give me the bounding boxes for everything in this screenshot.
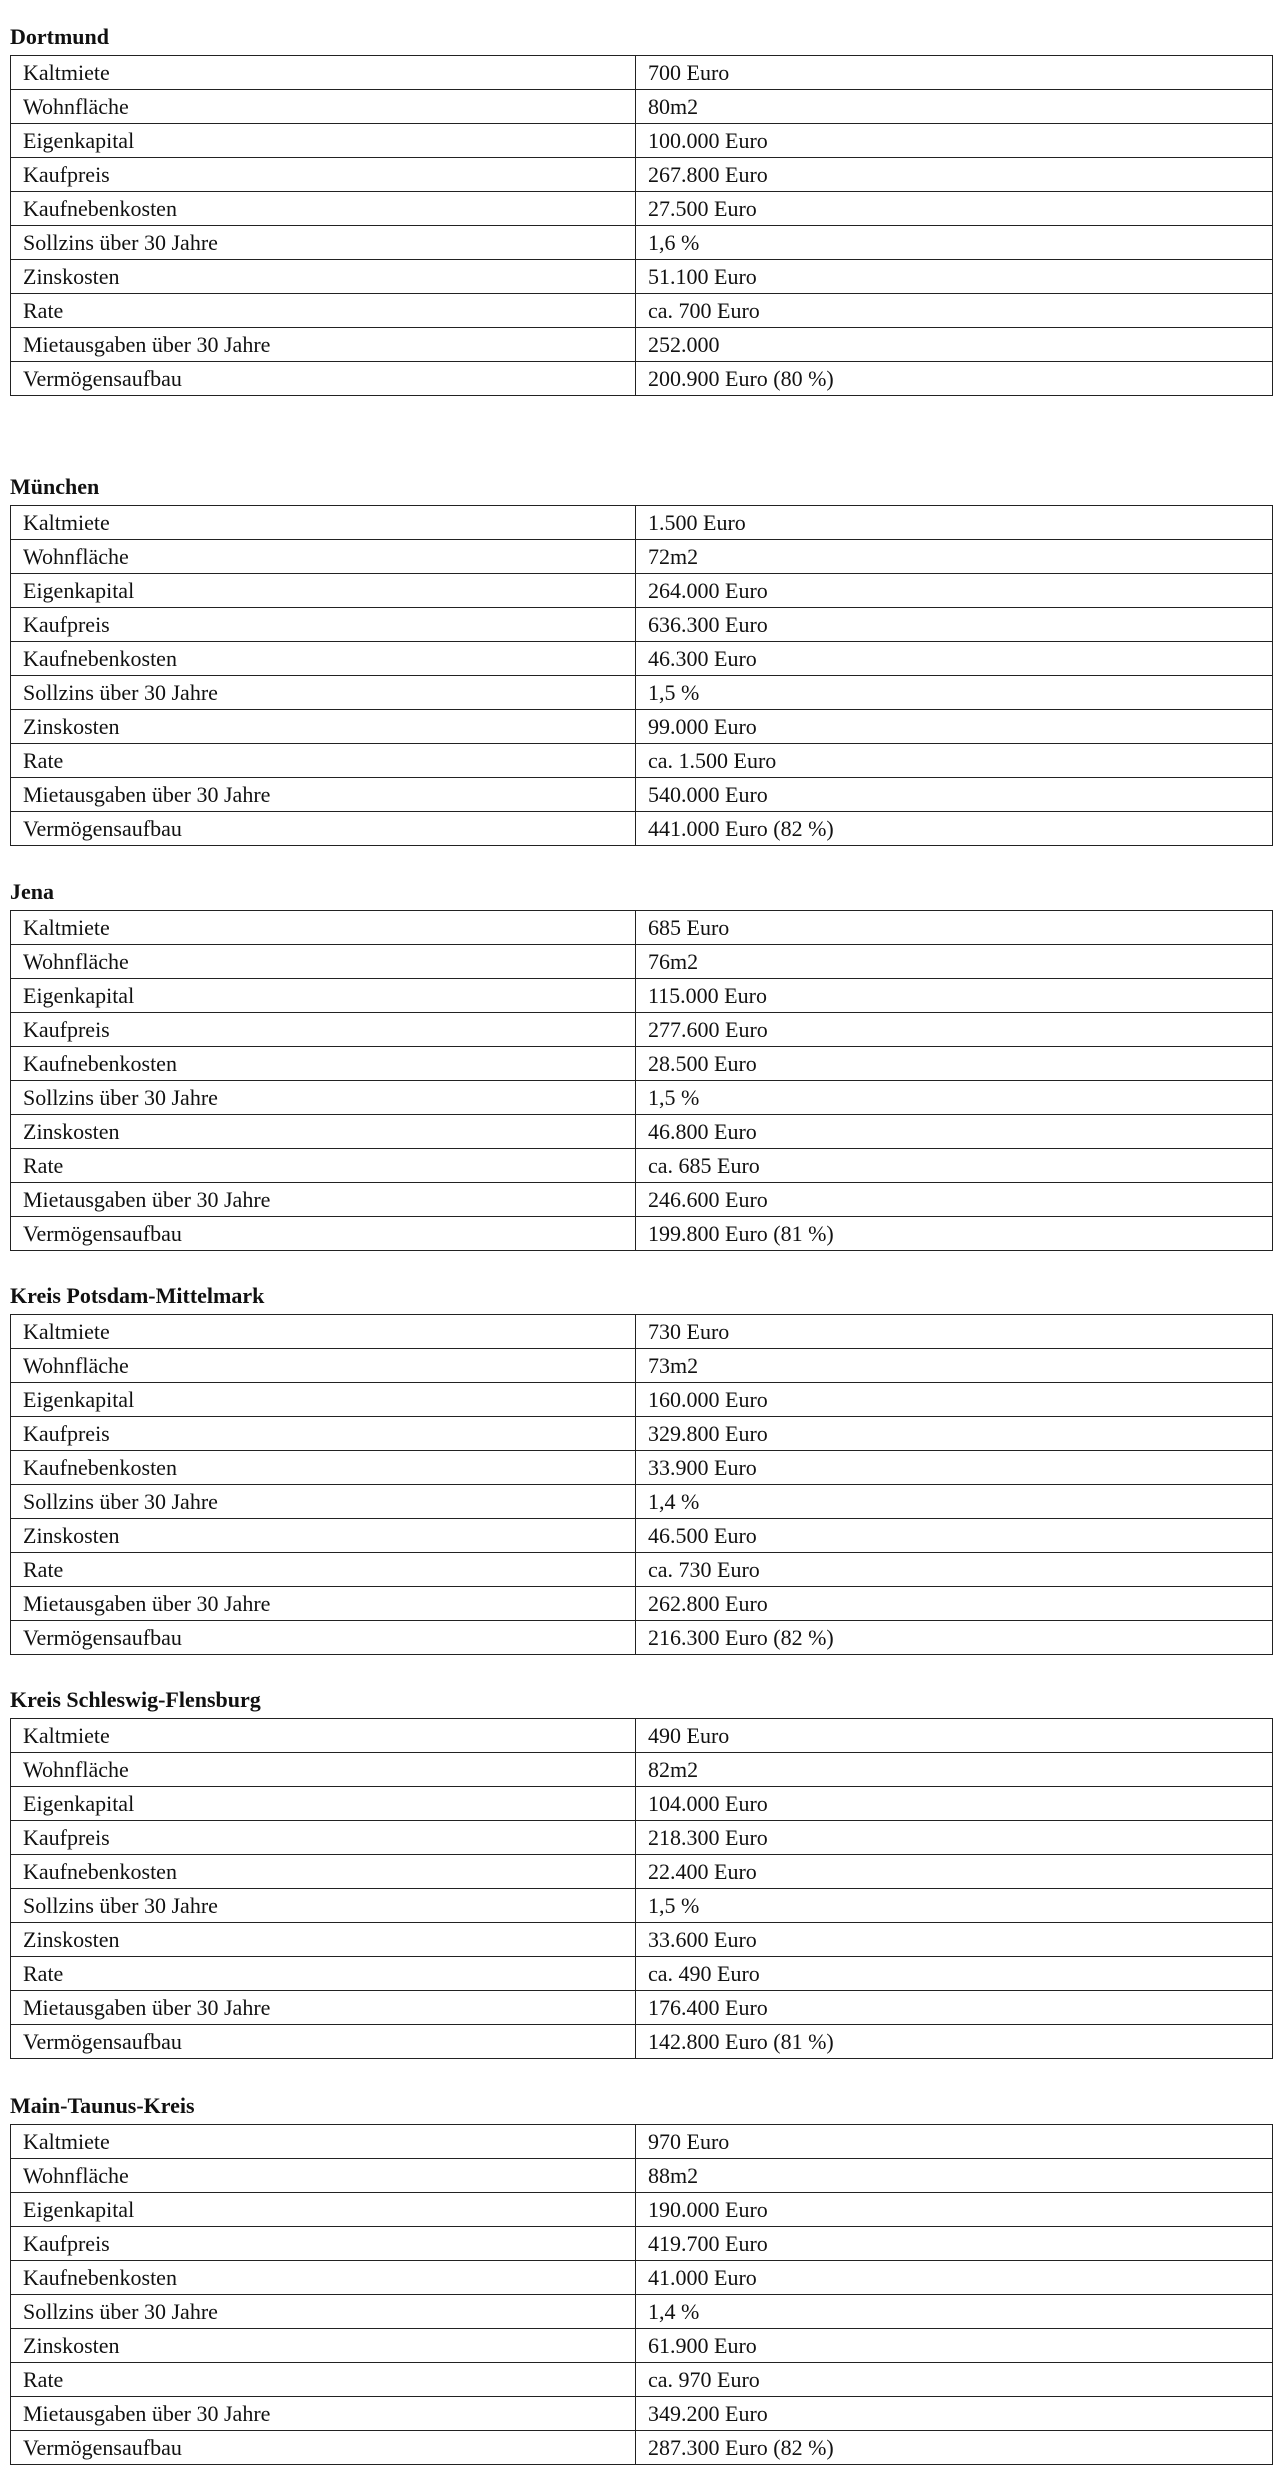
row-value: 190.000 Euro [636,2193,1273,2227]
row-label: Vermögensaufbau [11,812,636,846]
table-row [11,226,1273,260]
row-label: Rate [11,1553,636,1587]
row-label: Wohnfläche [11,1753,636,1787]
row-label: Vermögensaufbau [11,1621,636,1655]
row-value: 1,4 % [636,1485,1273,1519]
table-row [11,260,1273,294]
table-row [11,979,1273,1013]
row-label: Rate [11,294,636,328]
row-value: 199.800 Euro (81 %) [636,1217,1273,1251]
row-label: Kaufpreis [11,1417,636,1451]
row-value: 267.800 Euro [636,158,1273,192]
city-data-table [10,505,1273,846]
row-label: Rate [11,1149,636,1183]
row-value: 419.700 Euro [636,2227,1273,2261]
row-value: 200.900 Euro (80 %) [636,362,1273,396]
row-value: 216.300 Euro (82 %) [636,1621,1273,1655]
table-row [11,1991,1273,2025]
table-row [11,1383,1273,1417]
table-row [11,2125,1273,2159]
row-label: Wohnfläche [11,2159,636,2193]
row-label: Rate [11,744,636,778]
row-label: Mietausgaben über 30 Jahre [11,2397,636,2431]
table-row [11,710,1273,744]
table-row [11,608,1273,642]
row-value: 46.500 Euro [636,1519,1273,1553]
table-row [11,1183,1273,1217]
table-row [11,1587,1273,1621]
row-value: 1,5 % [636,676,1273,710]
table-row [11,676,1273,710]
row-label: Zinskosten [11,1519,636,1553]
row-label: Kaufpreis [11,1013,636,1047]
row-value: 277.600 Euro [636,1013,1273,1047]
table-row [11,1957,1273,1991]
row-value: 76m2 [636,945,1273,979]
row-label: Wohnfläche [11,90,636,124]
table-row [11,90,1273,124]
row-value: 262.800 Euro [636,1587,1273,1621]
row-label: Eigenkapital [11,1787,636,1821]
row-label: Kaufpreis [11,2227,636,2261]
row-label: Kaufnebenkosten [11,1855,636,1889]
row-value: 970 Euro [636,2125,1273,2159]
city-data-table [10,1314,1273,1655]
table-row [11,1081,1273,1115]
row-label: Mietausgaben über 30 Jahre [11,328,636,362]
city-data-table [10,2124,1273,2465]
row-value: 1,5 % [636,1889,1273,1923]
table-row [11,1451,1273,1485]
row-value: 82m2 [636,1753,1273,1787]
table-row [11,1349,1273,1383]
table-row [11,1719,1273,1753]
row-label: Rate [11,2363,636,2397]
row-value: 73m2 [636,1349,1273,1383]
row-value: ca. 1.500 Euro [636,744,1273,778]
row-label: Mietausgaben über 30 Jahre [11,1991,636,2025]
table-row [11,1013,1273,1047]
row-label: Kaltmiete [11,506,636,540]
row-value: 27.500 Euro [636,192,1273,226]
row-value: 72m2 [636,540,1273,574]
row-label: Wohnfläche [11,1349,636,1383]
row-label: Mietausgaben über 30 Jahre [11,1587,636,1621]
table-row [11,328,1273,362]
row-label: Vermögensaufbau [11,1217,636,1251]
table-row [11,1047,1273,1081]
city-title: Jena [10,879,54,904]
table-row [11,2193,1273,2227]
table-row [11,1923,1273,1957]
row-value: 99.000 Euro [636,710,1273,744]
row-value: 1,5 % [636,1081,1273,1115]
row-label: Sollzins über 30 Jahre [11,676,636,710]
row-value: ca. 700 Euro [636,294,1273,328]
row-value: 329.800 Euro [636,1417,1273,1451]
row-value: 636.300 Euro [636,608,1273,642]
row-label: Sollzins über 30 Jahre [11,2295,636,2329]
row-label: Eigenkapital [11,979,636,1013]
row-label: Wohnfläche [11,945,636,979]
table-row [11,2397,1273,2431]
row-value: 246.600 Euro [636,1183,1273,1217]
table-row [11,2295,1273,2329]
city-title: Kreis Schleswig-Flensburg [10,1687,261,1712]
row-value: 41.000 Euro [636,2261,1273,2295]
row-value: 287.300 Euro (82 %) [636,2431,1273,2465]
row-value: 160.000 Euro [636,1383,1273,1417]
table-row [11,1485,1273,1519]
row-value: 685 Euro [636,911,1273,945]
row-label: Kaufpreis [11,1821,636,1855]
table-row [11,1855,1273,1889]
row-label: Kaufpreis [11,608,636,642]
row-label: Zinskosten [11,1923,636,1957]
table-row [11,56,1273,90]
table-row [11,158,1273,192]
row-value: ca. 730 Euro [636,1553,1273,1587]
city-data-table [10,55,1273,396]
table-row [11,2329,1273,2363]
row-label: Sollzins über 30 Jahre [11,1485,636,1519]
row-label: Kaufnebenkosten [11,192,636,226]
row-value: 252.000 [636,328,1273,362]
row-label: Zinskosten [11,1115,636,1149]
row-value: 51.100 Euro [636,260,1273,294]
row-value: 100.000 Euro [636,124,1273,158]
row-label: Eigenkapital [11,124,636,158]
table-row [11,2227,1273,2261]
row-label: Sollzins über 30 Jahre [11,1889,636,1923]
table-row [11,1821,1273,1855]
row-label: Kaltmiete [11,1315,636,1349]
table-row [11,124,1273,158]
row-value: 264.000 Euro [636,574,1273,608]
table-row [11,1217,1273,1251]
table-row [11,1787,1273,1821]
row-value: 218.300 Euro [636,1821,1273,1855]
table-row [11,2363,1273,2397]
row-value: 730 Euro [636,1315,1273,1349]
row-value: 115.000 Euro [636,979,1273,1013]
row-value: 46.300 Euro [636,642,1273,676]
table-row [11,1889,1273,1923]
row-value: 33.600 Euro [636,1923,1273,1957]
row-label: Eigenkapital [11,2193,636,2227]
row-label: Kaufnebenkosten [11,642,636,676]
row-label: Vermögensaufbau [11,2431,636,2465]
row-value: 80m2 [636,90,1273,124]
row-label: Mietausgaben über 30 Jahre [11,1183,636,1217]
city-title: Main-Taunus-Kreis [10,2093,195,2118]
row-label: Zinskosten [11,260,636,294]
row-label: Kaltmiete [11,2125,636,2159]
row-label: Eigenkapital [11,574,636,608]
row-value: 700 Euro [636,56,1273,90]
table-row [11,2261,1273,2295]
table-row [11,1149,1273,1183]
row-value: 1,4 % [636,2295,1273,2329]
table-row [11,744,1273,778]
row-label: Kaltmiete [11,1719,636,1753]
row-value: ca. 685 Euro [636,1149,1273,1183]
row-value: 142.800 Euro (81 %) [636,2025,1273,2059]
row-label: Eigenkapital [11,1383,636,1417]
table-row [11,1519,1273,1553]
row-label: Kaufpreis [11,158,636,192]
table-row [11,362,1273,396]
table-row [11,2159,1273,2193]
row-value: 33.900 Euro [636,1451,1273,1485]
row-label: Sollzins über 30 Jahre [11,226,636,260]
row-value: ca. 490 Euro [636,1957,1273,1991]
city-data-table [10,910,1273,1251]
table-row [11,778,1273,812]
city-title: Dortmund [10,24,110,49]
row-value: 540.000 Euro [636,778,1273,812]
row-label: Kaltmiete [11,56,636,90]
table-row [11,2431,1273,2465]
table-row [11,1417,1273,1451]
row-value: 1.500 Euro [636,506,1273,540]
row-value: 22.400 Euro [636,1855,1273,1889]
row-label: Wohnfläche [11,540,636,574]
table-row [11,1115,1273,1149]
table-row [11,812,1273,846]
row-value: 104.000 Euro [636,1787,1273,1821]
row-label: Zinskosten [11,710,636,744]
city-title: München [10,474,100,499]
row-value: 1,6 % [636,226,1273,260]
row-value: 46.800 Euro [636,1115,1273,1149]
city-title: Kreis Potsdam-Mittelmark [10,1283,265,1308]
table-row [11,642,1273,676]
row-value: 176.400 Euro [636,1991,1273,2025]
row-value: ca. 970 Euro [636,2363,1273,2397]
row-label: Vermögensaufbau [11,362,636,396]
row-label: Zinskosten [11,2329,636,2363]
table-row [11,1753,1273,1787]
table-row [11,506,1273,540]
row-label: Sollzins über 30 Jahre [11,1081,636,1115]
row-value: 441.000 Euro (82 %) [636,812,1273,846]
row-value: 61.900 Euro [636,2329,1273,2363]
table-row [11,192,1273,226]
table-row [11,294,1273,328]
row-label: Kaufnebenkosten [11,1047,636,1081]
table-row [11,1315,1273,1349]
table-row [11,540,1273,574]
row-value: 349.200 Euro [636,2397,1273,2431]
row-label: Kaufnebenkosten [11,1451,636,1485]
table-row [11,1621,1273,1655]
row-label: Rate [11,1957,636,1991]
row-value: 490 Euro [636,1719,1273,1753]
row-label: Kaufnebenkosten [11,2261,636,2295]
row-label: Vermögensaufbau [11,2025,636,2059]
city-data-table [10,1718,1273,2059]
table-row [11,945,1273,979]
row-label: Mietausgaben über 30 Jahre [11,778,636,812]
table-row [11,2025,1273,2059]
row-label: Kaltmiete [11,911,636,945]
table-row [11,911,1273,945]
row-value: 88m2 [636,2159,1273,2193]
row-value: 28.500 Euro [636,1047,1273,1081]
table-row [11,574,1273,608]
table-row [11,1553,1273,1587]
